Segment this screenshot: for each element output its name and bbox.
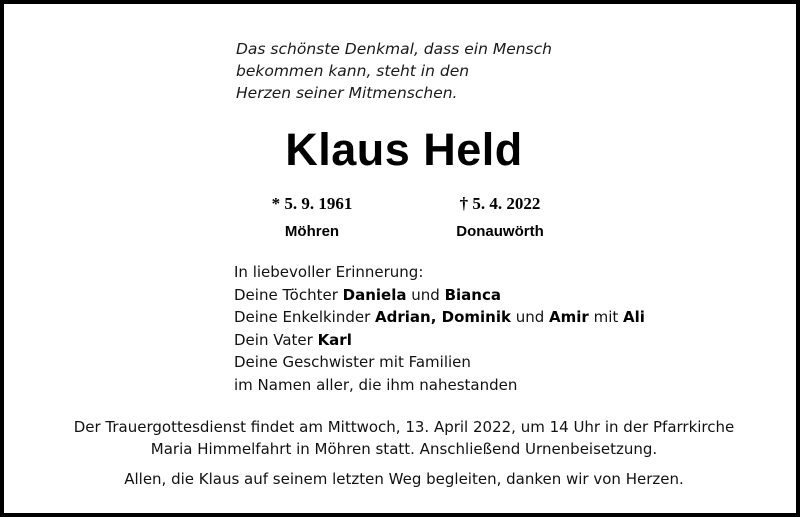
birth-block <box>212 194 412 240</box>
daughter-name: Bianca <box>444 285 501 304</box>
father-prefix: Dein Vater <box>234 330 318 349</box>
mourners-list <box>234 261 754 396</box>
motto-line: bekommen kann, steht in den <box>236 62 470 80</box>
mourners-daughters <box>234 284 754 307</box>
mourners-grandchildren <box>234 306 754 329</box>
joiner-text: mit <box>588 308 624 326</box>
birth-date: * 5. 9. 1961 <box>271 194 353 213</box>
thanks-line: Allen, die Klaus auf seinem letzten Weg begleiten, danken wir von Herzen. <box>124 470 684 488</box>
motto-line: Herzen seiner Mitmenschen. <box>236 84 458 102</box>
grandchildren-prefix: Deine Enkelkinder <box>234 308 376 326</box>
deceased-name: Klaus Held <box>285 124 523 175</box>
death-block <box>400 194 600 240</box>
daughter-name: Daniela <box>342 285 407 304</box>
death-place: Donauwörth <box>456 223 544 240</box>
motto-quote <box>236 38 636 104</box>
service-line: Der Trauergottesdienst findet am Mittwoch, 13. April 2022, um 14 Uhr in der Pfarrkirche <box>73 418 735 436</box>
memory-intro: In liebevoller Erinnerung: <box>234 263 424 281</box>
grandchild-names: Adrian, Dominik <box>375 308 511 326</box>
service-info <box>4 416 800 490</box>
death-date: † 5. 4. 2022 <box>459 194 541 213</box>
joiner-text: und <box>406 285 445 304</box>
service-line: Maria Himmelfahrt in Möhren statt. Anschließend Urnenbeisetzung. <box>150 440 658 458</box>
father-name: Karl <box>317 330 352 349</box>
grandchild-name: Amir <box>549 308 589 326</box>
mourners-father <box>234 329 754 352</box>
mourners-siblings: Deine Geschwister mit Familien <box>234 353 471 371</box>
mourners-all: im Namen aller, die ihm nahestanden <box>234 375 518 394</box>
grandchild-name: Ali <box>623 308 645 326</box>
motto-line: Das schönste Denkmal, dass ein Mensch <box>236 40 552 58</box>
birth-place: Möhren <box>284 223 340 240</box>
joiner-text: und <box>510 308 550 326</box>
daughters-prefix: Deine Töchter <box>234 285 343 304</box>
